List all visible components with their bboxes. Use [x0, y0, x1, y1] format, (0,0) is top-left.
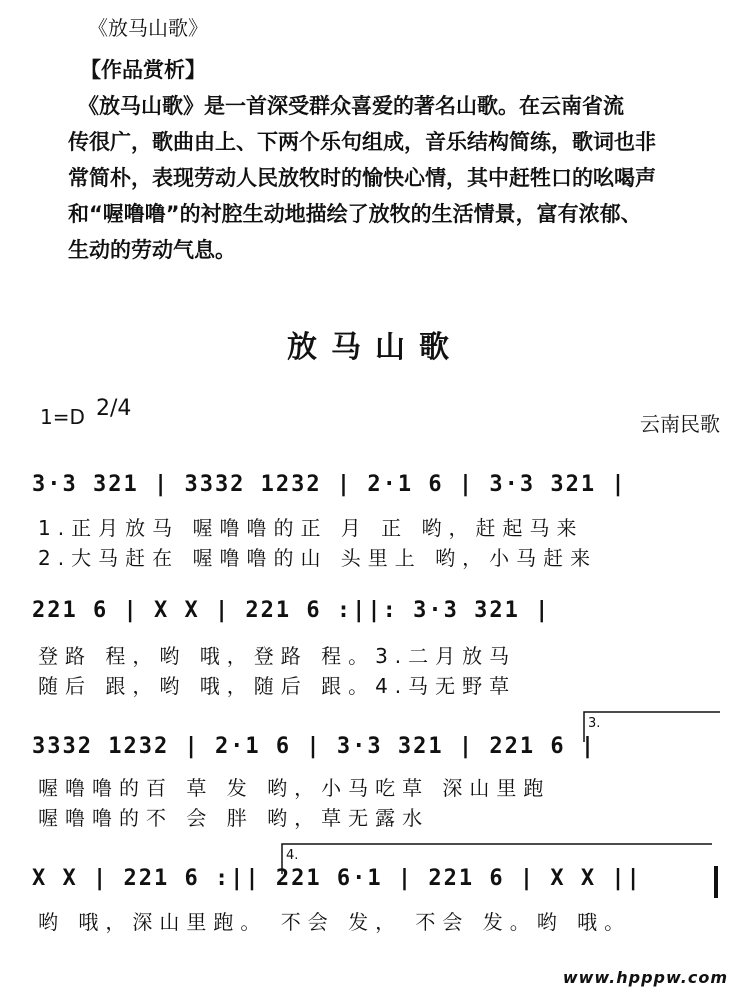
site-watermark: www.hpppw.com [562, 968, 728, 987]
lyrics-row-3-verse-1: 喔噜噜的百 草 发 哟，小马吃草 深山里跑 [38, 776, 551, 800]
song-origin: 云南民歌 [640, 412, 720, 436]
paragraph-line: 常简朴，表现劳动人民放牧时的愉快心情，其中赶牲口的吆喝声 [68, 166, 656, 190]
score-title: 放马山歌 [287, 330, 463, 365]
notation-row-4: X X | 221 6 :|| 221 6·1 | 221 6 | X X || [32, 866, 642, 891]
lyrics-row-1-verse-1: 1.正月放马 喔噜噜的正 月 正 哟，赶起马来 [38, 516, 584, 540]
volta-mark-3: 3. [588, 716, 601, 731]
lyrics-row-4: 哟 哦，深山里跑。 不会 发， 不会 发。哟 哦。 [38, 910, 632, 934]
analysis-heading: 【作品赏析】 [80, 58, 206, 82]
notation-row-3: 3332 1232 | 2·1 6 | 3·3 321 | 221 6 | [32, 734, 597, 759]
lyrics-row-1-verse-2: 2.大马赶在 喔噜噜的山 头里上 哟，小马赶来 [38, 546, 598, 570]
notation-row-1: 3·3 321 | 3332 1232 | 2·1 6 | 3·3 321 | [32, 472, 627, 497]
key-signature: 1=D [40, 405, 85, 429]
song-reference: 《放马山歌》 [88, 16, 208, 40]
paragraph-line: 和“喔噜噜”的衬腔生动地描绘了放牧的生活情景，富有浓郁、 [68, 202, 642, 226]
paragraph-line: 生动的劳动气息。 [68, 238, 236, 262]
volta-mark-4: 4. [286, 848, 299, 863]
volta-bracket-3 [584, 712, 720, 742]
notation-row-2: 221 6 | X X | 221 6 :||: 3·3 321 | [32, 598, 551, 623]
lyrics-row-2-verse-2: 随后 跟，哟 哦，随后 跟。4.马无野草 [38, 674, 517, 698]
lyrics-row-3-verse-2: 喔噜噜的不 会 胖 哟，草无露水 [38, 806, 430, 830]
paragraph-line: 《放马山歌》是一首深受群众喜爱的著名山歌。在云南省流 [78, 94, 624, 118]
time-signature: 2/4 [96, 396, 132, 421]
lyrics-row-2-verse-1: 登路 程，哟 哦，登路 程。3.二月放马 [38, 644, 517, 668]
paragraph-line: 传很广，歌曲由上、下两个乐句组成，音乐结构简练，歌词也非 [68, 130, 656, 154]
analysis-paragraph [68, 88, 728, 268]
